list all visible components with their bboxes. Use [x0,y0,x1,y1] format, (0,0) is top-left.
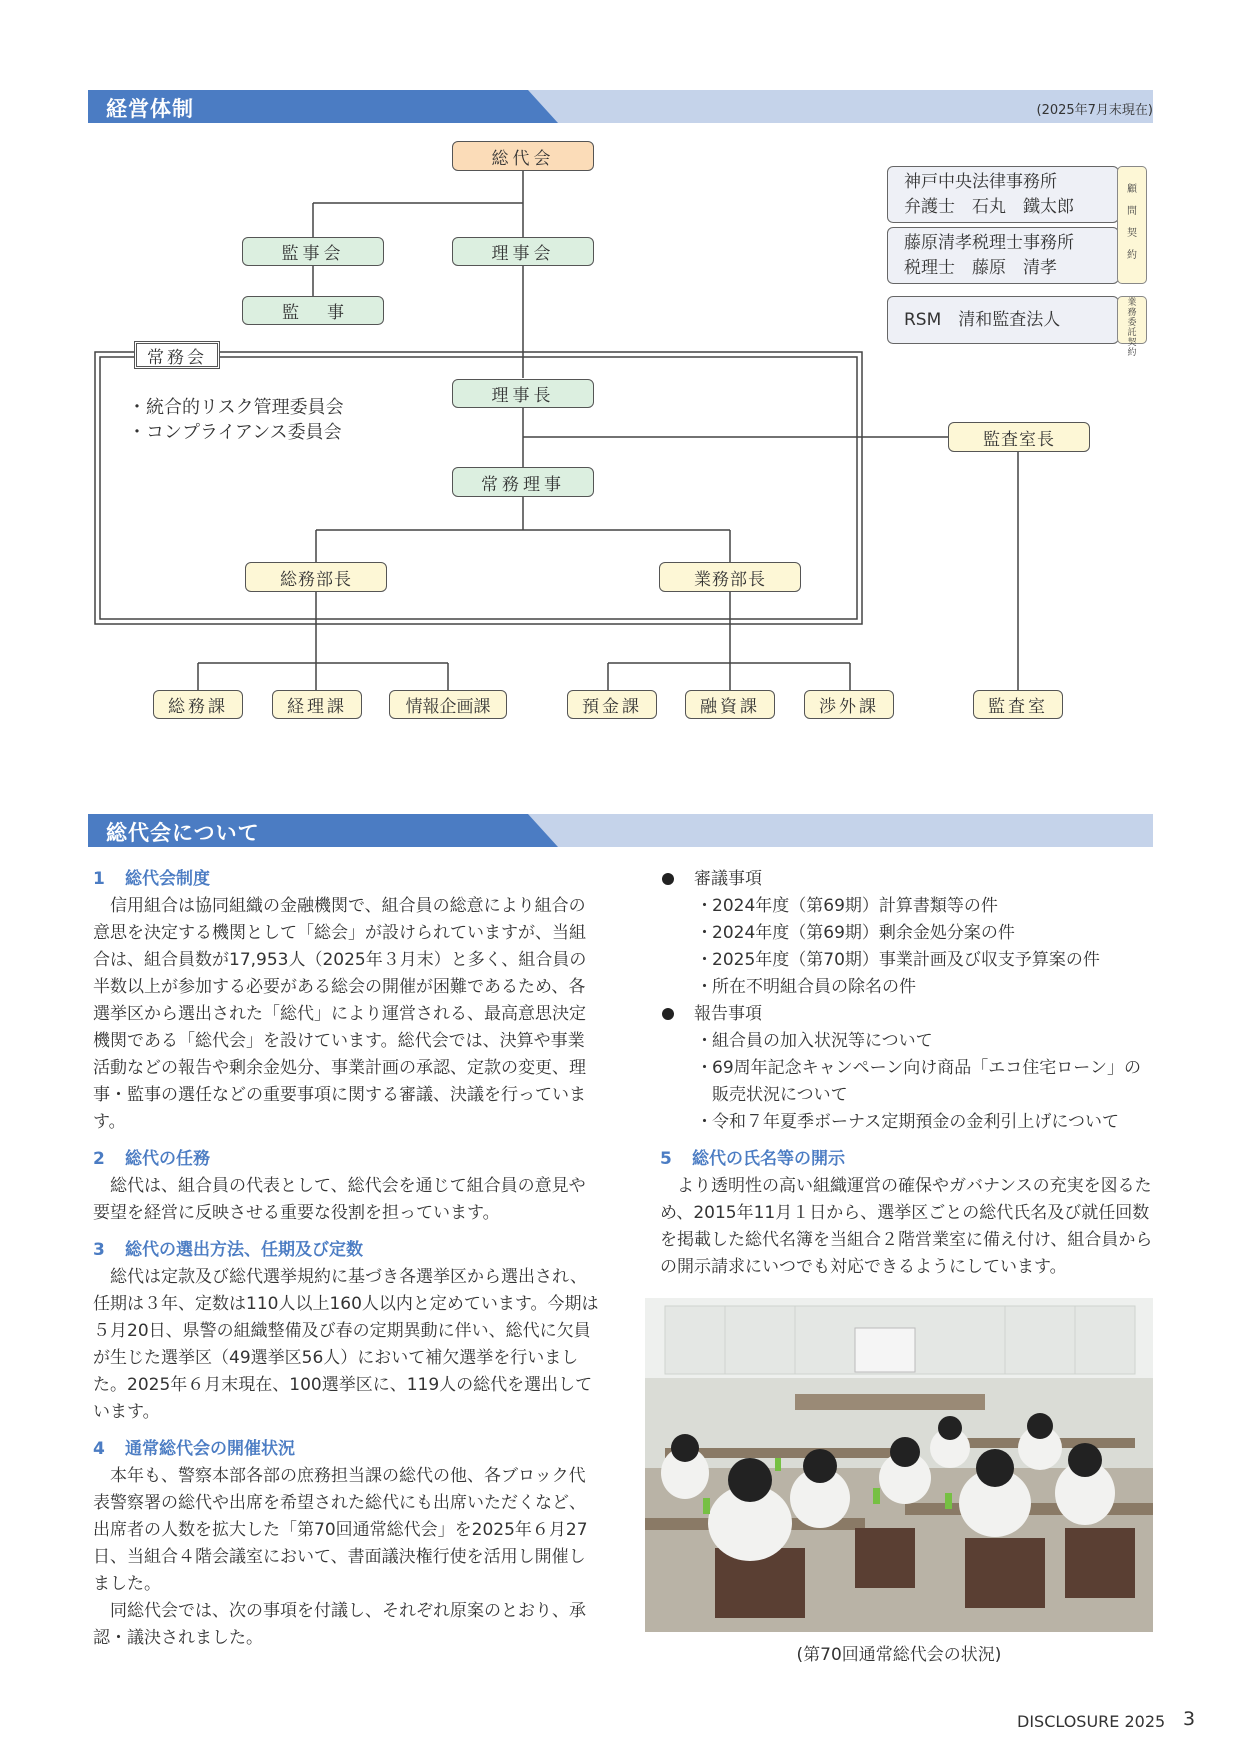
committee-risk: ・統合的リスク管理委員会 [128,397,344,418]
deliberation-item: ・ 2024年度（第69期）剰余金処分案の件 [696,923,1015,943]
box-section-soumu: 総務課 [153,690,243,719]
box-rijikai: 理事会 [452,237,594,266]
auditor-contract-tag-text: 業 務 委 託 契 約 [1127,298,1137,358]
advisor-tax-office-name: 藤原清孝税理士事務所 [904,233,1074,253]
right-column [660,866,1155,1281]
joumukai-label: 常務会 [134,341,220,369]
item-heading-5: 5 総代の氏名等の開示 [660,1149,845,1169]
left-column [93,866,600,1652]
section-title: 経営体制 [106,97,194,121]
advisor-law-office-name: 神戸中央法律事務所 [904,172,1057,192]
box-kansa-shitsu: 監査室 [973,690,1063,719]
item-3-para: 総代は定款及び総代選挙規約に基づき各選挙区から選出され、任期は３年、定数は110人以上160人以内と定めています。今期は５月20日、県警の組織整備及び春の定期異動に伴い、総代に欠員が生じた選挙区（49選挙区56人）において補欠選挙を行いました。2025年６月末現在、100選挙区に、119人の総代を選出しています。 [93,1267,599,1422]
report-heading: 報告事項 [660,1001,1155,1028]
item-4-para-1: 本年も、警察本部各部の庶務担当課の総代の他、各ブロック代表警察署の総代や出席を希望された総代にも出席いただくなど、出席者の人数を拡大した「第70回通常総代会」を2025年６月27日、当組合４階会議室において、書面議決権行使を活用し開催しました。 [93,1466,588,1594]
box-soumu-bucho: 総務部長 [245,562,387,592]
item-heading-1: 1 総代会制度 [93,869,210,889]
advisor-law-office [887,166,1119,223]
item-heading-3: 3 総代の選出方法、任期及び定数 [93,1240,363,1260]
box-soudaikai: 総代会 [452,141,594,171]
box-kanjikai: 監事会 [242,237,384,266]
footer-title: DISCLOSURE 2025 [1017,1712,1166,1731]
auditor-box [887,296,1119,344]
org-chart-lines [0,0,1241,760]
advisor-contract-tag [1117,166,1147,284]
advisor-tax-office [887,227,1119,284]
advisor-contract-tag-text: 顧 問 契 約 [1127,184,1137,261]
box-section-yokin: 預金課 [567,690,657,719]
photo-caption: (第70回通常総代会の状況) [796,1645,1002,1665]
item-heading-2: 2 総代の任務 [93,1149,210,1169]
box-joumu-riji: 常務理事 [452,467,594,497]
item-heading-4: 4 通常総代会の開催状況 [93,1439,295,1459]
meeting-photo [645,1298,1153,1632]
box-gyomu-bucho: 業務部長 [659,562,801,592]
box-section-yushi: 融資課 [685,690,775,719]
box-section-joho: 情報企画課 [389,690,507,719]
page-number: 3 [1183,1708,1196,1730]
deliberation-item: ・ 所在不明組合員の除名の件 [696,977,916,997]
item-1-para: 信用組合は協同組織の金融機関で、組合員の総意により組合の意思を決定する機関として「総会」が設けられていますが、当組合は、組合員数が17,953人（2025年３月末）と多く、組合員の半数以上が参加する必要がある総会の開催が困難であるため、各選挙区から選出された「総代」により運営される、最高意思決定機関である「総代会」を設けています。総代会では、決算や事業活動などの報告や剰余金処分、事業計画の承認、定款の変更、理事・監事の選任などの重要事項に関する審議、決議を行っています。 [93,896,587,1132]
section-header-soudaikai [88,814,1153,847]
auditor-contract-tag [1117,296,1147,358]
report-item: ・ 令和７年夏季ボーナス定期預金の金利引上げについて [696,1112,1119,1132]
deliberation-item: ・ 2024年度（第69期）計算書類等の件 [696,896,998,916]
box-section-shogai: 渉外課 [804,690,894,719]
section-title: 総代会について [106,821,260,845]
box-rijicho: 理事長 [452,379,594,408]
committee-compliance: ・コンプライアンス委員会 [128,422,342,443]
deliberation-heading: 審議事項 [660,866,1155,893]
auditor-name: RSM 清和監査法人 [904,310,1061,330]
advisor-tax-office-person: 税理士 藤原 清孝 [904,258,1057,278]
item-5-para: より透明性の高い組織運営の確保やガバナンスの充実を図るため、2015年11月１日から、選挙区ごとの総代氏名及び就任回数を掲載した総代名簿を当組合２階営業室に備え付け、組合員からの開示請求にいつでも対応できるようにしています。 [660,1176,1153,1277]
box-kanji: 監事 [242,296,384,325]
advisor-law-office-person: 弁護士 石丸 鐵太郎 [904,197,1074,217]
report-item: ・ 組合員の加入状況等について [696,1031,933,1051]
as-of-date: (2025年7月末現在) [1036,103,1153,118]
report-item: ・ 69周年記念キャンペーン向け商品「エコ住宅ローン」の販売状況について [696,1058,1141,1105]
item-2-para: 総代は、組合員の代表として、総代会を通じて組合員の意見や要望を経営に反映させる重要な役割を担っています。 [93,1176,586,1223]
box-section-keiri: 経理課 [272,690,362,719]
box-kansa-shitsucho: 監査室長 [948,422,1090,452]
item-4-para-2: 同総代会では、次の事項を付議し、それぞれ原案のとおり、承認・議決されました。 [93,1601,586,1648]
deliberation-item: ・ 2025年度（第70期）事業計画及び収支予算案の件 [696,950,1100,970]
